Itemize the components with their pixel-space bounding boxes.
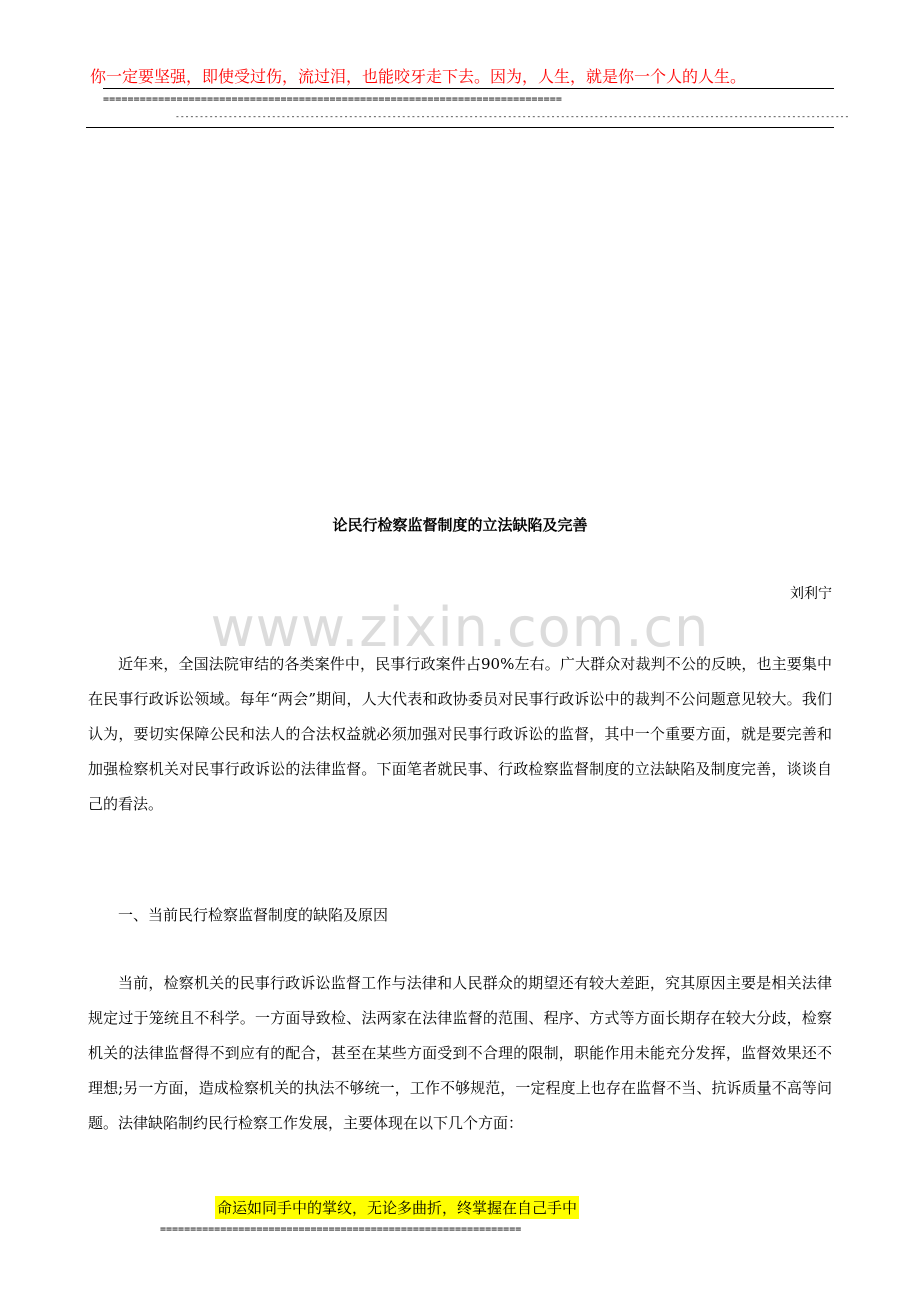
watermark: www.zixin.com.cn — [210, 596, 710, 659]
footer-quote: 命运如同手中的掌纹，无论多曲折，终掌握在自己手中 — [215, 1196, 579, 1219]
body-paragraph-2: 当前，检察机关的民事行政诉讼监督工作与法律和人民群众的期望还有较大差距，究其原因主要是相关法律规定过于笼统且不科学。一方面导致检、法两家在法律监督的范围、程序、方式等方面长期存在较大分歧，检察机关的法律监督得不到应有的配合，甚至在某些方面受到不合理的限制，职能作用未能充分发挥，监督效果还不理想;另一方面，造成检察机关的执法不够统一，工作不够规范，一定程度上也存在监督不当、抗诉质量不高等问题。法律缺陷制约民行检察工作发展，主要体现在以下几个方面： — [88, 974, 832, 1132]
document-title: 论民行检察监督制度的立法缺陷及完善 — [332, 516, 588, 534]
body-paragraph-1: 近年来，全国法院审结的各类案件中，民事行政案件占90%左右。广大群众对裁判不公的反映，也主要集中在民事行政诉讼领域。每年“两会”期间，人大代表和政协委员对民事行政诉讼中的裁判不公问题意见较大。我们认为，要切实保障公民和法人的合法权益就必须加强对民事行政诉讼的监督，其中一个重要方面，就是要完善和加强检察机关对民事行政诉讼的法律监督。下面笔者就民事、行政检察监督制度的立法缺陷及制度完善，谈谈自己的看法。 — [88, 655, 832, 813]
header-quote: 你一定要坚强，即使受过伤，流过泪，也能咬牙走下去。因为，人生，就是你一个人的人生。 — [90, 67, 747, 86]
footer-equals-line: ============================================================ — [160, 1224, 522, 1235]
header-bottom-rule — [86, 127, 834, 128]
section-heading: 一、当前民行检察监督制度的缺陷及原因 — [118, 906, 389, 924]
header-equals-line: =========================================================================== — [103, 94, 563, 105]
header-dash-line: -------------------------------------------------------------------------------------------------------------------------------------------- — [175, 112, 850, 121]
document-author: 刘利宁 — [790, 586, 832, 602]
header-top-rule — [103, 88, 834, 89]
